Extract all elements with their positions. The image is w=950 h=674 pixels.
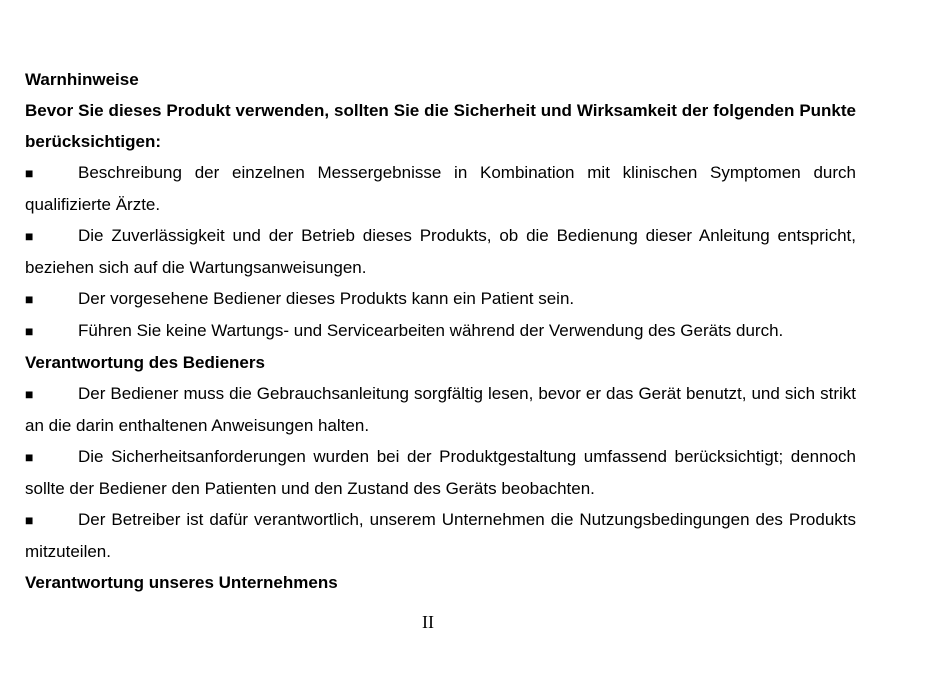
list-item [25, 441, 856, 504]
list-item-text: Führen Sie keine Wartungs- und Servicearbeiten während der Verwendung des Geräts durch. [78, 321, 784, 340]
list-item-text: Der Bediener muss die Gebrauchsanleitung sorgfältig lesen, bevor er das Gerät benutzt, und sich strikt an die darin enthaltenen Anweisungen halten. [25, 384, 856, 435]
list-item-text: Beschreibung der einzelnen Messergebnisse in Kombination mit klinischen Symptomen durch qualifizierte Ärzte. [25, 163, 856, 214]
operator-heading: Verantwortung des Bedieners [25, 353, 265, 372]
page-number: II [422, 612, 434, 632]
page-title: Warnhinweise [25, 70, 139, 89]
bullet-square-icon: ■ [25, 291, 34, 307]
list-item [25, 283, 856, 315]
list-item-text: Die Sicherheitsanforderungen wurden bei der Produktgestaltung umfassend berücksichtigt; dennoch sollte der Bediener den Patienten und den Zustand des Geräts beobachten. [25, 447, 856, 498]
document-page [25, 64, 856, 598]
operator-list [25, 378, 856, 567]
list-item [25, 220, 856, 283]
bullet-square-icon: ■ [25, 323, 34, 339]
bullet-square-icon: ■ [25, 512, 34, 528]
bullet-square-icon: ■ [25, 165, 34, 181]
list-item-text: Der Betreiber ist dafür verantwortlich, unserem Unternehmen die Nutzungsbedingungen des Produkts mitzuteilen. [25, 510, 856, 561]
bullet-square-icon: ■ [25, 228, 34, 244]
list-item [25, 378, 856, 441]
intro-text: Bevor Sie dieses Produkt verwenden, sollten Sie die Sicherheit und Wirksamkeit der folgenden Punkte berücksichtigen: [25, 101, 856, 151]
list-item-text: Der vorgesehene Bediener dieses Produkts kann ein Patient sein. [78, 289, 575, 308]
bullet-square-icon: ■ [25, 449, 34, 465]
list-item [25, 157, 856, 220]
company-heading: Verantwortung unseres Unternehmens [25, 573, 338, 592]
list-item [25, 504, 856, 567]
warning-list [25, 157, 856, 347]
list-item-text: Die Zuverlässigkeit und der Betrieb dieses Produkts, ob die Bedienung dieser Anleitung entspricht, beziehen sich auf die Wartungsanweisungen. [25, 226, 856, 277]
list-item [25, 315, 856, 347]
bullet-square-icon: ■ [25, 386, 34, 402]
